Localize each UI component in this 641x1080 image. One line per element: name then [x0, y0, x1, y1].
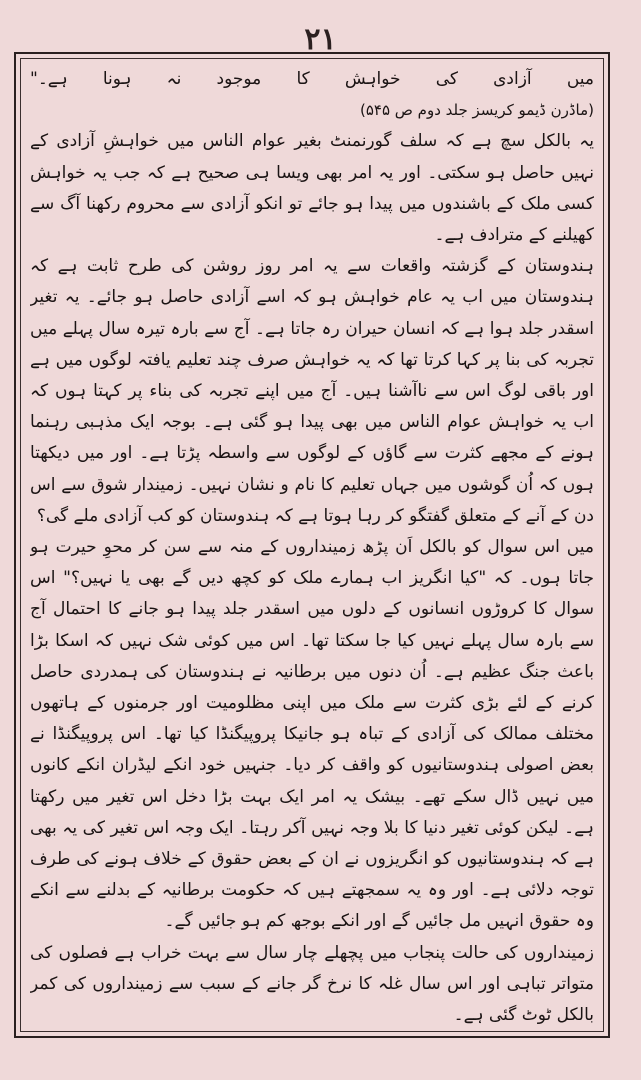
paragraph-2: ہندوستان کے گزشتہ واقعات سے یہ امر روز روشن کی طرح ثابت ہے کہ ہندوستان میں اب یہ عام خواہش ہو کہ اسے آزادی حاصل ہو جائے۔ یہ تغیر اسقدر جلد ہوا ہے کہ انسان حیران رہ جاتا ہے۔ آج سے بارہ تیرہ سال پہلے میں تجربہ کی بنا پر کہا کرتا تھا کہ یہ خواہش صرف چند تعلیم یافتہ لوگوں میں ہے اور باقی لوگ اس سے ناآشنا ہیں۔ آج میں اپنے تجربہ کی بناء پر کہتا ہوں کہ اب یہ خواہش عوام الناس میں بھی پیدا ہو گئی ہے۔ بوجہ ایک مذہبی رہنما ہونے کے مجھے کثرت سے گاؤں کے لوگوں سے واسطہ پڑتا ہے۔ اور میں دیکھتا ہوں کہ اُن گوشوں میں جہاں تعلیم کا نام و نشان نہیں۔ زمیندار شوق سے اس دن کے آنے کے متعلق گفتگو کر رہا ہوتا ہے کہ ہندوستان کو کب آزادی ملے گی؟: [30, 256, 594, 526]
quote-line: [30, 64, 594, 126]
page-number: ۲۱: [304, 22, 337, 57]
quote-intro: میں آزادی کی خواہش کا موجود نہ ہونا ہے۔": [30, 69, 594, 89]
text-frame: [14, 52, 610, 1038]
paragraph-4: زمینداروں کی حالت پنجاب میں پچھلے چار سال سے بہت خراب ہے فصلوں کی متواتر تباہی اور اس سال غلہ کا نرخ گر جانے کے سبب سے زمینداروں کی کمر بالکل ٹوٹ گئی ہے۔: [30, 942, 594, 1026]
page-body-text: [30, 64, 594, 1026]
paragraph-1: یہ بالکل سچ ہے کہ سلف گورنمنٹ بغیر عوام الناس میں خواہشِ آزادی کے نہیں حاصل ہو سکتی۔ اور یہ امر بھی ویسا ہی صحیح ہے کہ جب یہ خواہش کسی ملک کے باشندوں میں پیدا ہو جائے تو انکو آزادی سے محروم رکھنا آگ سے کھیلنے کے مترادف ہے۔: [30, 131, 594, 246]
citation: (ماڈرن ڈیمو کریسز جلد دوم ص ۵۴۵): [359, 101, 594, 120]
paragraph-3: میں اس سوال کو بالکل اَن پڑھ زمینداروں کے منہ سے سن کر محوِ حیرت ہو جاتا ہوں۔ کہ "کیا انگریز اب ہمارے ملک کو کچھ دیں گے بھی یا نہیں؟" اس سوال کا کروڑوں انسانوں کے دلوں میں اسقدر جلد پیدا ہو جانے کا احتمال آج سے بارہ سال پہلے نہیں کیا جا سکتا تھا۔ اس میں کوئی شک نہیں کہ اسکا بڑا باعث جنگ عظیم ہے۔ اُن دنوں میں برطانیہ نے ہندوستان کی ہمدردی حاصل کرنے کے لئے بڑی کثرت سے ملک میں اپنی مظلومیت اور جرمنوں کے ہاتھوں مختلف ممالک کی آزادی کے تباہ ہو جانیکا پروپیگنڈا کیا تھا۔ اس پروپیگنڈا نے بعض اصولی ہندوستانیوں کو واقف کر دیا۔ جنہیں خود انکے لیڈران انکے کانوں میں نہیں ڈال سکے تھے۔ بیشک یہ امر ایک بہت بڑا دخل اس تغیر میں رکھتا ہے۔ لیکن کوئی تغیر دنیا کا بلا وجہ نہیں آکر رہتا۔ ایک وجہ اس تغیر کی یہ بھی ہے کہ ہندوستانیوں کو انگریزوں نے ان کے بعض حقوق کے خلاف ہونے کی طرف توجہ دلائی ہے۔ اور وہ یہ سمجھتے ہیں کہ حکومت برطانیہ کے بدلنے سے انکے وہ حقوق انہیں مل جائیں گے اور انکے بوجھ کم ہو جائیں گے۔: [30, 537, 594, 932]
